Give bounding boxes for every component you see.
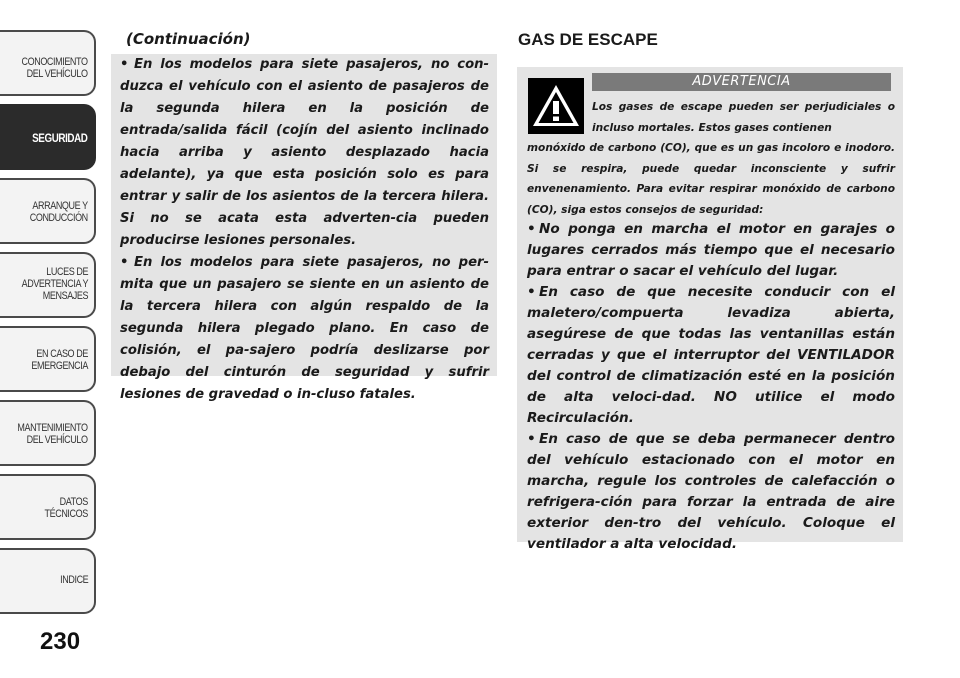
list-item (120, 252, 489, 406)
section-title: GAS DE ESCAPE (518, 30, 658, 49)
warning-continuation-box (111, 54, 497, 402)
bullet-icon: • (120, 57, 129, 72)
tab-label: SEGURIDAD (32, 131, 88, 145)
bullet-icon: • (527, 221, 536, 237)
tab-mantenimiento-del-vehiculo[interactable] (0, 400, 96, 466)
page-number: 230 (40, 628, 81, 655)
tab-conocimiento-del-vehiculo[interactable] (0, 30, 96, 96)
tab-label: DATOS TÉCNICOS (44, 496, 88, 520)
list-item (120, 54, 489, 252)
warning-intro (527, 97, 895, 220)
warning-box (517, 67, 903, 552)
bullet-text: En los modelos para siete pasajeros, no con-duzca el vehículo con el asiento de pasajeros de la segunda hilera en la posición de entrada/salida fácil (cojín del asiento inclinado hacia arriba y asiento desplazado hacia adelante), ya que esta posición solo es para entrar y salir de los asientos de la tercera hilera. Si no se acata esta adverten-cia pueden producirse lesiones personales. (120, 57, 489, 248)
warning-intro-rest: monóxido de carbono (CO), que es un gas incoloro e inodoro. Si se respira, puede quedar inconsciente y sufrir envenenamiento. Para evitar respirar monóxido de carbono (CO), siga estos consejos de seguridad: (527, 142, 895, 216)
list-item (527, 219, 895, 282)
warning-heading: ADVERTENCIA (592, 73, 891, 91)
tab-label: ARRANQUE Y CONDUCCIÓN (29, 200, 88, 224)
list-item (527, 282, 895, 429)
bullet-icon: • (527, 284, 536, 300)
tab-label: CONOCIMIENTO DEL VEHÍCULO (21, 56, 88, 80)
tab-indice[interactable] (0, 548, 96, 614)
bullet-text: En los modelos para siete pasajeros, no per-mita que un pasajero se siente en un asiento de la tercera hilera con algún respaldo de la segunda hilera plegado plano. En caso de colisión, el pa-sajero podría deslizarse por debajo del cinturón de seguridad y sufrir lesiones de gravedad o in-cluso fatales. (120, 255, 489, 402)
bullet-text: En caso de que necesite conducir con el maletero/compuerta levadiza abierta, asegúrese de que todas las ventanillas están cerradas y que el interruptor del VENTILADOR del control de climatización esté en la posición de alta veloci-dad. NO utilice el modo Recirculación. (527, 284, 895, 426)
bullet-text: No ponga en marcha el motor en garajes o lugares cerrados más tiempo que el necesario para entrar o sacar el vehículo del lugar. (527, 221, 895, 279)
tab-luces-de-advertencia[interactable] (0, 252, 96, 318)
tab-datos-tecnicos[interactable] (0, 474, 96, 540)
tab-seguridad[interactable] (0, 104, 96, 170)
tab-en-caso-de-emergencia[interactable] (0, 326, 96, 392)
continuation-heading: (Continuación) (126, 30, 251, 48)
warning-intro-lead: Los gases de escape pueden ser perjudiciales o incluso mortales. Estos gases contienen (592, 101, 895, 134)
tab-label: INDICE (59, 574, 88, 586)
tab-label: LUCES DE ADVERTENCIA Y MENSAJES (21, 266, 88, 302)
tab-arranque-y-conduccion[interactable] (0, 178, 96, 244)
warning-bullet-list (527, 219, 895, 555)
bullet-text: En caso de que se deba permanecer dentro del vehículo estacionado con el motor en marcha, regule los controles de calefacción o refrigera-ción para forzar la entrada de aire exterior den-tro del vehículo. Coloque el ventilador a alta velocidad. (527, 431, 895, 552)
list-item (527, 429, 895, 555)
bullet-icon: • (120, 255, 129, 270)
bullet-icon: • (527, 431, 536, 447)
tab-label: EN CASO DE EMERGENCIA (31, 348, 88, 372)
tab-label: MANTENIMIENTO DEL VEHÍCULO (17, 422, 88, 446)
